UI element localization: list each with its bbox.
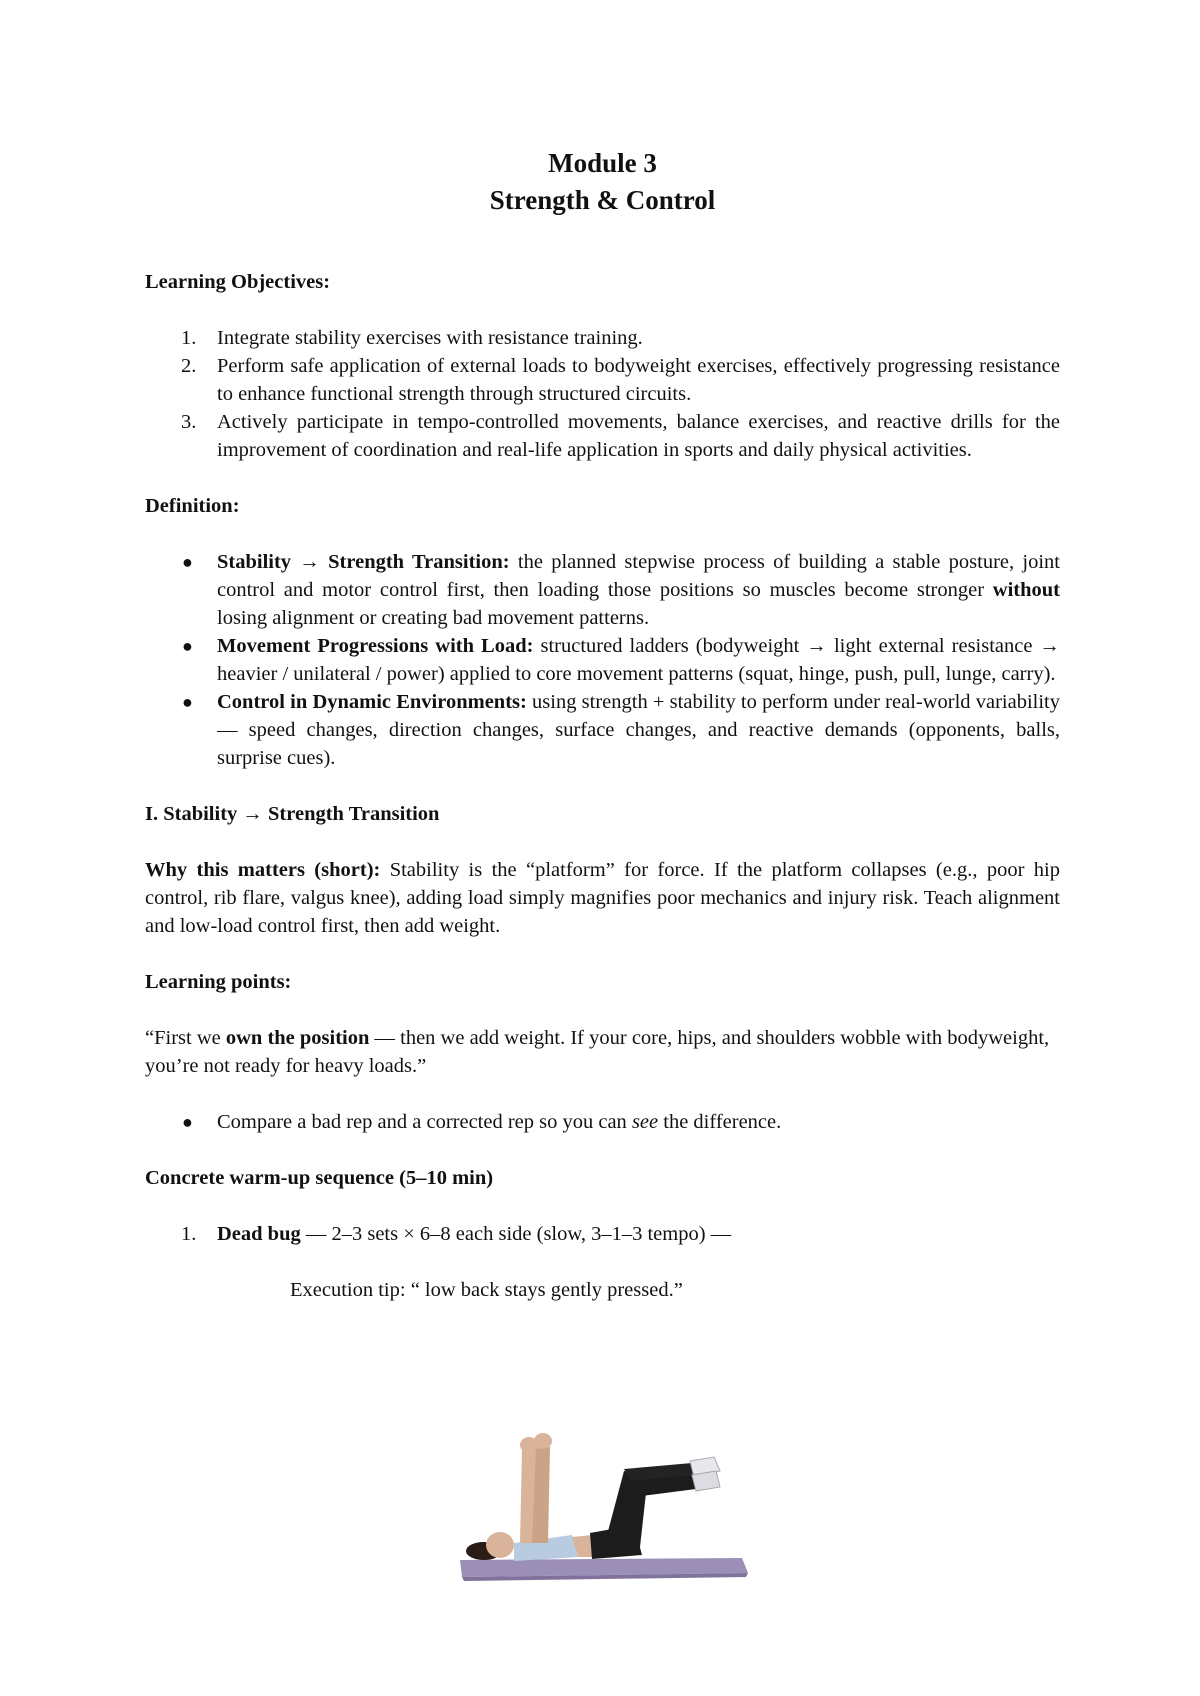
warmup-list <box>145 1220 1060 1248</box>
objective-item <box>145 352 1060 408</box>
bullet-text: the difference. <box>658 1111 782 1133</box>
module-title: Module 3 <box>548 148 657 178</box>
quote-text: — then we add weight. If your core, hips, and shoulders wobble with bodyweight, you’re not ready for heavy loads.” <box>145 1027 1050 1077</box>
bullet-emphasis: see <box>631 1111 659 1133</box>
bullet-dot: ● <box>182 552 193 572</box>
definition-text: the planned stepwise process of building a stable posture, joint control and motor control first, then loading those positions so muscles become stronger <box>217 551 1061 601</box>
learning-points-heading: Learning points: <box>145 971 292 993</box>
why-paragraph <box>145 856 1060 940</box>
warmup-item <box>145 1220 1060 1248</box>
exercise-text: — 2–3 sets × 6–8 each side (slow, 3–1–3 tempo) — <box>300 1223 732 1245</box>
shoe-right <box>692 1471 720 1491</box>
quote-paragraph <box>145 1024 1060 1080</box>
quote-text: “First we <box>145 1027 226 1049</box>
definition-term: Control in Dynamic Environments: <box>217 691 527 713</box>
execution-tip: Execution tip: “ low back stays gently pressed.” <box>290 1279 683 1301</box>
head <box>486 1532 514 1558</box>
objectives-list <box>145 324 1060 464</box>
objective-text: Perform safe application of external loads to bodyweight exercises, effectively progressing resistance to enhance functional strength through structured circuits. <box>217 355 1060 405</box>
learning-bullet-item <box>145 1108 1060 1136</box>
objectives-heading: Learning Objectives: <box>145 271 331 293</box>
objective-number: 2. <box>181 355 197 377</box>
quote-emphasis: own the position <box>225 1027 370 1049</box>
definition-text: losing alignment or creating bad movement patterns. <box>217 607 650 629</box>
warmup-number: 1. <box>181 1223 197 1245</box>
objective-text: Integrate stability exercises with resistance training. <box>217 327 643 349</box>
definition-item <box>145 688 1060 772</box>
objective-number: 1. <box>181 327 197 349</box>
definition-emphasis: without <box>992 579 1060 601</box>
dead-bug-illustration <box>402 1365 760 1603</box>
definition-list <box>145 548 1060 772</box>
definition-item <box>145 548 1060 632</box>
dead-bug-photo <box>402 1365 760 1603</box>
learning-bullets <box>145 1108 1060 1136</box>
module-subtitle: Strength & Control <box>489 185 716 215</box>
why-label: Why this matters (short): <box>145 859 381 881</box>
objective-item <box>145 408 1060 464</box>
why-text: Stability is the “platform” for force. If the platform collapses (e.g., poor hip control, rib flare, valgus knee), adding load simply magnifies poor mechanics and injury risk. Teach alignment and low-load control first, then add weight. <box>145 859 1060 937</box>
definition-text: using strength + stability to perform under real-world variability — speed changes, direction changes, surface changes, and reactive demands (opponents, balls, surprise cues). <box>217 691 1060 769</box>
definition-term: Stability → Strength Transition: <box>217 551 510 573</box>
definition-item <box>145 632 1060 688</box>
definition-heading: Definition: <box>145 495 240 517</box>
objective-text: Actively participate in tempo-controlled movements, balance exercises, and reactive drills for the improvement of coordination and real-life application in sports and daily physical activities. <box>217 411 1060 461</box>
section-heading: I. Stability → Strength Transition <box>145 803 440 825</box>
bullet-dot: ● <box>182 636 193 656</box>
definition-term: Movement Progressions with Load: <box>217 635 534 657</box>
document-body <box>145 145 1060 1304</box>
definition-text: structured ladders (bodyweight → light external resistance → heavier / unilateral / power) applied to core movement patterns (squat, hinge, push, pull, lunge, carry). <box>217 635 1060 685</box>
exercise-name: Dead bug <box>217 1223 301 1245</box>
bullet-dot: ● <box>182 1112 193 1132</box>
objective-item <box>145 324 1060 352</box>
hand-right <box>534 1433 552 1449</box>
bullet-dot: ● <box>182 692 193 712</box>
bullet-text: Compare a bad rep and a corrected rep so you can <box>217 1111 632 1133</box>
objective-number: 3. <box>181 411 197 433</box>
warmup-heading: Concrete warm-up sequence (5–10 min) <box>145 1167 494 1189</box>
